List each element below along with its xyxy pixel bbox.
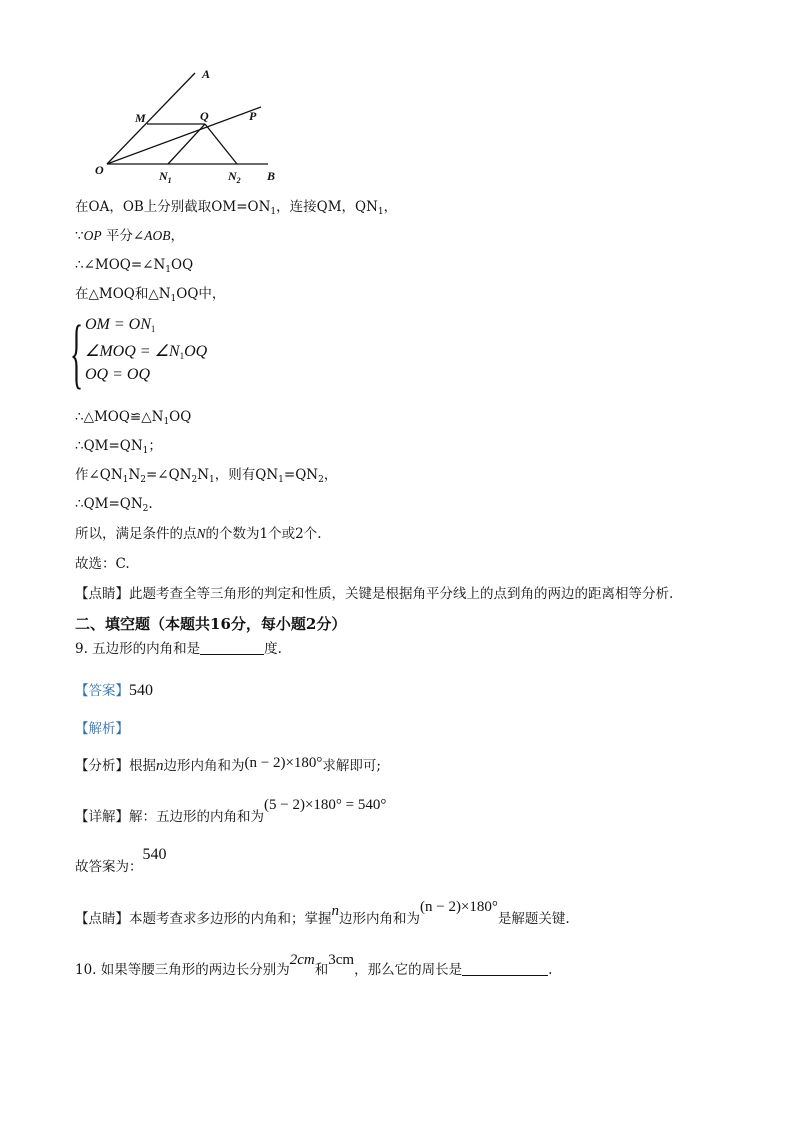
subscript: 1 (170, 294, 177, 304)
text: N (128, 467, 141, 483)
question-text: ，那么它的周长是 (354, 962, 463, 978)
subscript: 1 (165, 265, 172, 275)
text: ，则有QN (214, 467, 279, 483)
text: 平分∠ (101, 228, 145, 244)
question-text: 10. 如果等腰三角形的两边长分别为 (75, 962, 290, 978)
text: OQ (169, 409, 192, 425)
text: ∴QM=QN (75, 496, 143, 512)
text: 边形内角和为 (163, 758, 245, 774)
text: ∠MOQ = ∠N (85, 343, 180, 360)
text: 【详解】解：五边形的内角和为 (75, 809, 264, 825)
question-9 (75, 640, 282, 658)
text: OQ中， (176, 286, 226, 302)
solution-line-2 (75, 227, 184, 245)
subscript: 1 (179, 351, 185, 361)
text: ，连接QM，QN (276, 199, 378, 215)
text: 在△MOQ和△N (75, 286, 171, 302)
subscript: 1 (209, 475, 215, 485)
subscript: 1 (377, 207, 384, 217)
solution-line-4 (75, 285, 225, 308)
answer-label: 【答案】 (75, 683, 129, 699)
text: ， (323, 467, 338, 483)
question-text: 度. (264, 641, 282, 657)
math-value: 2cm (289, 952, 315, 968)
text: . (148, 496, 153, 512)
math-value: 3cm (328, 952, 355, 968)
formula: (n − 2)×180° (420, 899, 498, 915)
solution-line-8 (75, 495, 153, 518)
q9-analysis-label: 【解析】 (75, 721, 129, 737)
math-var: n (156, 758, 164, 774)
text: ； (148, 438, 162, 454)
subscript: 1 (142, 446, 149, 456)
solution-line-6 (75, 437, 162, 460)
label-n1: N (159, 169, 168, 183)
segment-qn1 (168, 124, 205, 164)
answer-blank (462, 963, 548, 976)
section-heading: 二、填空题（本题共16分，每小题2分） (75, 615, 347, 633)
text: 边形内角和为 (339, 911, 420, 927)
math-var: n (331, 903, 339, 919)
label-n2: N (228, 169, 237, 183)
text: 和 (314, 962, 329, 978)
q9-xiangjie (75, 797, 387, 826)
text: 所以，满足条件的点 (75, 526, 197, 542)
label-a: A (202, 67, 211, 81)
solution-line-9 (75, 525, 322, 543)
solution-line-7 (75, 466, 337, 489)
text: OQ = OQ (85, 366, 151, 383)
math-var: N (196, 526, 206, 541)
math-var: OP (83, 228, 102, 243)
text: 求解即可; (322, 758, 381, 774)
svg-text:N1 (158, 169, 172, 185)
text: N (197, 467, 210, 483)
solution-line-3 (75, 256, 193, 279)
question-text: 9. 五边形的内角和是 (75, 641, 201, 657)
text: 故答案为： (75, 859, 143, 875)
text: 是解题关键. (497, 911, 570, 927)
subscript: 2 (140, 475, 146, 485)
answer-blank (200, 642, 264, 655)
left-brace: { (70, 309, 84, 396)
text: 在OA，OB上分别截取OM=ON (75, 199, 271, 215)
equation-2 (85, 341, 207, 361)
subscript: 2 (142, 504, 149, 514)
ray-oa (107, 73, 195, 164)
text: ∴∠MOQ=∠N (75, 257, 166, 273)
label-b: B (267, 169, 276, 183)
svg-text:N2 (227, 169, 241, 185)
text: ∵ (75, 228, 84, 244)
solution-dianjing: 【点睛】此题考查全等三角形的判定和性质，关键是根据角平分线上的点到角的两边的距离相等分析. (75, 586, 674, 602)
label-n2-sub: 2 (236, 176, 241, 185)
subscript: 1 (122, 475, 129, 485)
math-var: AOB (144, 228, 171, 243)
formula: (5 − 2)×180° = 540° (264, 797, 387, 813)
subscript: 1 (278, 475, 284, 485)
label-q: Q (200, 109, 209, 123)
angle-bisector-figure (85, 60, 295, 190)
subscript: 2 (318, 475, 324, 485)
answer-value: 540 (142, 846, 167, 863)
text: 作∠QN (75, 467, 123, 483)
text: 【分析】根据 (75, 758, 156, 774)
subscript: 1 (270, 207, 277, 217)
label-o: O (95, 163, 104, 177)
text: 的个数为1个或2个. (205, 526, 322, 542)
q9-gu (75, 846, 167, 876)
label-n1-sub: 1 (167, 176, 172, 185)
solution-line-5 (75, 408, 191, 431)
segment-qn2 (205, 124, 237, 164)
subscript: 2 (191, 475, 198, 485)
text: 【点睛】本题考查求多边形的内角和；掌握 (75, 911, 332, 927)
text: =QN (283, 467, 319, 483)
label-m: M (135, 111, 146, 125)
text: OM = ON (85, 316, 151, 333)
equation-3 (85, 366, 150, 384)
text: ， (170, 228, 184, 244)
subscript: 1 (150, 324, 156, 334)
q9-dianjing (75, 899, 570, 928)
text: ， (383, 199, 398, 215)
text: OQ (184, 343, 208, 360)
text: ∴QM=QN (75, 438, 143, 454)
equation-1 (85, 316, 155, 334)
q9-fenxi (75, 757, 381, 775)
text: =∠QN (145, 467, 192, 483)
ray-op (107, 107, 261, 164)
q9-answer (75, 682, 153, 700)
text: ∴△MOQ≌△N (75, 409, 164, 425)
label-p: P (249, 109, 257, 123)
subscript: 1 (163, 417, 170, 427)
solution-conclusion: 故选：C. (75, 556, 130, 572)
question-10 (75, 952, 553, 979)
answer-value: 540 (129, 682, 153, 699)
text: OQ (171, 257, 194, 273)
solution-line-1 (75, 198, 397, 221)
question-text: . (548, 962, 553, 978)
formula: (n − 2)×180° (244, 755, 323, 771)
